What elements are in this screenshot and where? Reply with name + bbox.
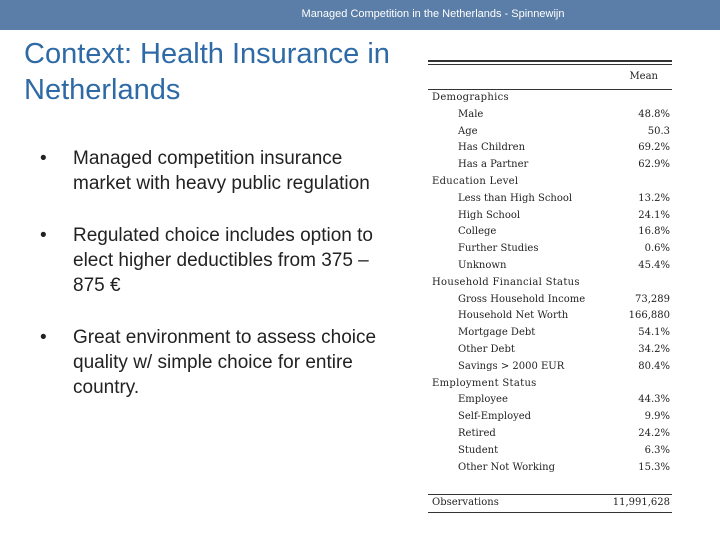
row-label: Household Net Worth — [458, 310, 569, 322]
row-value: 45.4% — [638, 259, 670, 271]
row-value: 73,289 — [635, 293, 670, 305]
table-row — [428, 443, 672, 460]
row-label: Retired — [458, 427, 496, 439]
table-row — [428, 460, 672, 477]
row-value: 69.2% — [638, 142, 670, 154]
column-header-mean: Mean — [629, 71, 658, 82]
section-header — [428, 376, 672, 393]
row-value: 48.8% — [638, 108, 670, 120]
row-value: 24.2% — [638, 427, 670, 439]
section-title: Demographics — [432, 92, 509, 103]
bullet-dot: • — [40, 327, 47, 348]
bullet-item — [40, 325, 385, 400]
row-label: Student — [458, 444, 499, 456]
row-value: 9.9% — [644, 411, 670, 423]
bullet-dot: • — [40, 225, 47, 246]
table-row — [428, 241, 672, 258]
observations-value: 11,991,628 — [612, 497, 670, 509]
table-row — [428, 140, 672, 157]
table-row — [428, 392, 672, 409]
header-text: Managed Competition in the Netherlands - Spinnewijn — [301, 8, 565, 20]
row-value: 24.1% — [638, 209, 670, 221]
row-label: Mortgage Debt — [458, 327, 536, 339]
row-label: Other Debt — [458, 343, 515, 355]
table-row — [428, 342, 672, 359]
row-label: Unknown — [458, 259, 507, 271]
section-header — [428, 174, 672, 191]
row-label: Has Children — [458, 142, 526, 154]
bullet-list — [40, 146, 385, 400]
row-label: Age — [458, 125, 478, 137]
table-row — [428, 325, 672, 342]
bullet-dot: • — [40, 148, 47, 169]
row-value: 15.3% — [638, 461, 670, 473]
section-header — [428, 275, 672, 292]
row-value: 34.2% — [638, 343, 670, 355]
summary-statistics-table — [428, 60, 672, 513]
section-title: Household Financial Status — [432, 276, 580, 288]
table-top-rule — [428, 60, 672, 62]
row-label: Employee — [458, 394, 508, 406]
section-header — [428, 90, 672, 107]
table-bottom-rule — [428, 512, 672, 513]
row-label: Gross Household Income — [458, 293, 586, 305]
row-label: Self-Employed — [458, 411, 532, 423]
row-label: Less than High School — [458, 192, 573, 204]
row-value: 166,880 — [628, 310, 670, 322]
section-title: Employment Status — [432, 377, 537, 389]
bullet-text: Great environment to assess choice quality w/ simple choice for entire country. — [73, 327, 377, 398]
bullet-text: Managed competition insurance market with heavy public regulation — [73, 148, 370, 194]
row-value: 6.3% — [644, 444, 670, 456]
row-label: Savings > 2000 EUR — [458, 360, 565, 372]
row-label: Other Not Working — [458, 461, 556, 473]
row-label: Has a Partner — [458, 159, 529, 171]
row-value: 62.9% — [638, 159, 670, 171]
row-value: 16.8% — [638, 226, 670, 238]
row-label: Male — [458, 108, 484, 120]
row-value: 13.2% — [638, 192, 670, 204]
row-value: 44.3% — [638, 394, 670, 406]
row-label: College — [458, 226, 497, 238]
table-row — [428, 107, 672, 124]
row-label: Further Studies — [458, 243, 539, 255]
table-header — [428, 65, 672, 89]
bullet-text: Regulated choice includes option to elect higher deductibles from 375 – 875 € — [73, 225, 373, 296]
row-value: 50.3 — [647, 125, 670, 137]
table-row — [428, 124, 672, 141]
row-value: 0.6% — [644, 243, 670, 255]
table-row — [428, 359, 672, 376]
table-row — [428, 409, 672, 426]
slide-title: Context: Health Insurance in Netherlands — [24, 38, 390, 106]
row-value: 54.1% — [638, 327, 670, 339]
table-row — [428, 308, 672, 325]
table-row — [428, 191, 672, 208]
observations-label: Observations — [432, 497, 499, 509]
table-row — [428, 157, 672, 174]
bullet-item — [40, 223, 385, 298]
row-value: 80.4% — [638, 360, 670, 372]
table-row — [428, 224, 672, 241]
row-label: High School — [458, 209, 521, 221]
section-title: Education Level — [432, 175, 519, 187]
table-row — [428, 258, 672, 275]
table-row — [428, 426, 672, 443]
header-bar — [0, 0, 720, 30]
table-body — [428, 90, 672, 476]
table-row — [428, 292, 672, 309]
table-gap — [428, 476, 672, 494]
bullet-item — [40, 146, 385, 196]
table-row — [428, 208, 672, 225]
observations-row — [428, 495, 672, 512]
